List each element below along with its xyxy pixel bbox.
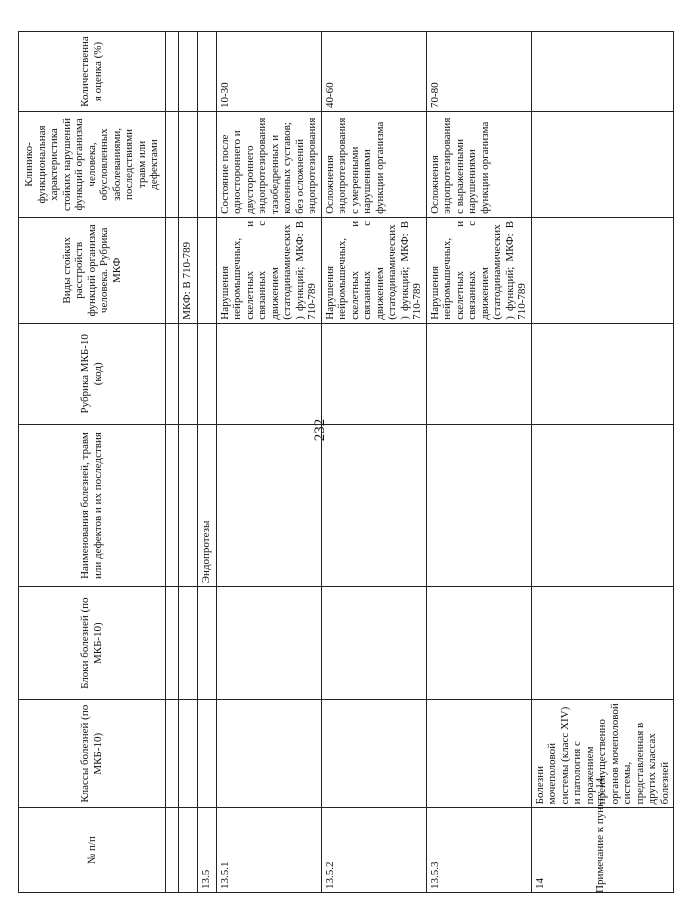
row-kinds: Нарушения нейромышечных, скелетных и связанных с движением (статодинамических) функций; МКФ: В 710-789 — [321, 217, 426, 323]
rotated-document — [18, 13, 671, 893]
page-number: 232 — [312, 418, 328, 442]
header-characteristic: Клинико-функциональная характеристика стойких нарушений функций организма человека, обусловленных заболеваниями, последствиями травм или дефектами — [19, 112, 166, 218]
table-row — [426, 32, 531, 893]
row-kinds: Нарушения нейромышечных, скелетных и связанных с движением (статодинамических) функций; МКФ: В 710-789 — [426, 217, 531, 323]
row-classes: Болезни мочеполовой системы (класс XIV) и патология с поражением преимущественно органов мочеполовой системы, представленная в других классах болезней — [531, 700, 674, 808]
section-name: Эндопротезы — [197, 424, 216, 586]
mkf-row — [178, 32, 197, 893]
row-characteristic: Осложнения эндопротезирования с умеренными нарушениями функции организма — [321, 112, 426, 218]
header-percent: Количественная оценка (%) — [19, 32, 166, 112]
header-kinds: Виды стойких расстройств функций организма человека. Рубрика МКФ — [19, 217, 166, 323]
row-num: 13.5.2 — [321, 808, 426, 893]
row-kinds: Нарушения нейромышечных, скелетных и связанных с движением (статодинамических) функций; МКФ: В 710-789 — [216, 217, 321, 323]
spacer-row — [165, 32, 178, 893]
table-row — [321, 32, 426, 893]
row-num: 13.5.3 — [426, 808, 531, 893]
table-header-row — [19, 32, 166, 893]
section-num: 13.5 — [197, 808, 216, 893]
table-note: Примечание к пункту 14. — [594, 775, 606, 893]
table-row — [531, 32, 674, 893]
row-percent: 40-60 — [321, 32, 426, 112]
header-name: Наименования болезней, травм или дефектов и их последствия — [19, 424, 166, 586]
header-rubric: Рубрика МКБ-10 (код) — [19, 323, 166, 424]
header-num: № п/п — [19, 808, 166, 893]
section-row — [197, 32, 216, 893]
row-characteristic: Осложнения эндопротезирования с выраженными нарушениями функции организма — [426, 112, 531, 218]
mkf-code: МКФ: В 710-789 — [178, 217, 197, 323]
disability-criteria-table — [18, 31, 674, 893]
header-classes: Классы болезней (по МКБ-10) — [19, 700, 166, 808]
row-num: 13.5.1 — [216, 808, 321, 893]
row-characteristic: Состояние после одностороннего и двустороннего эндопротезирования тазобедренных и коленных суставов; без осложнений эндопротезирования — [216, 112, 321, 218]
table-row — [216, 32, 321, 893]
row-percent: 10-30 — [216, 32, 321, 112]
row-num: 14 — [531, 808, 674, 893]
row-percent: 70-80 — [426, 32, 531, 112]
header-blocks: Блоки болезней (по МКБ-10) — [19, 587, 166, 700]
